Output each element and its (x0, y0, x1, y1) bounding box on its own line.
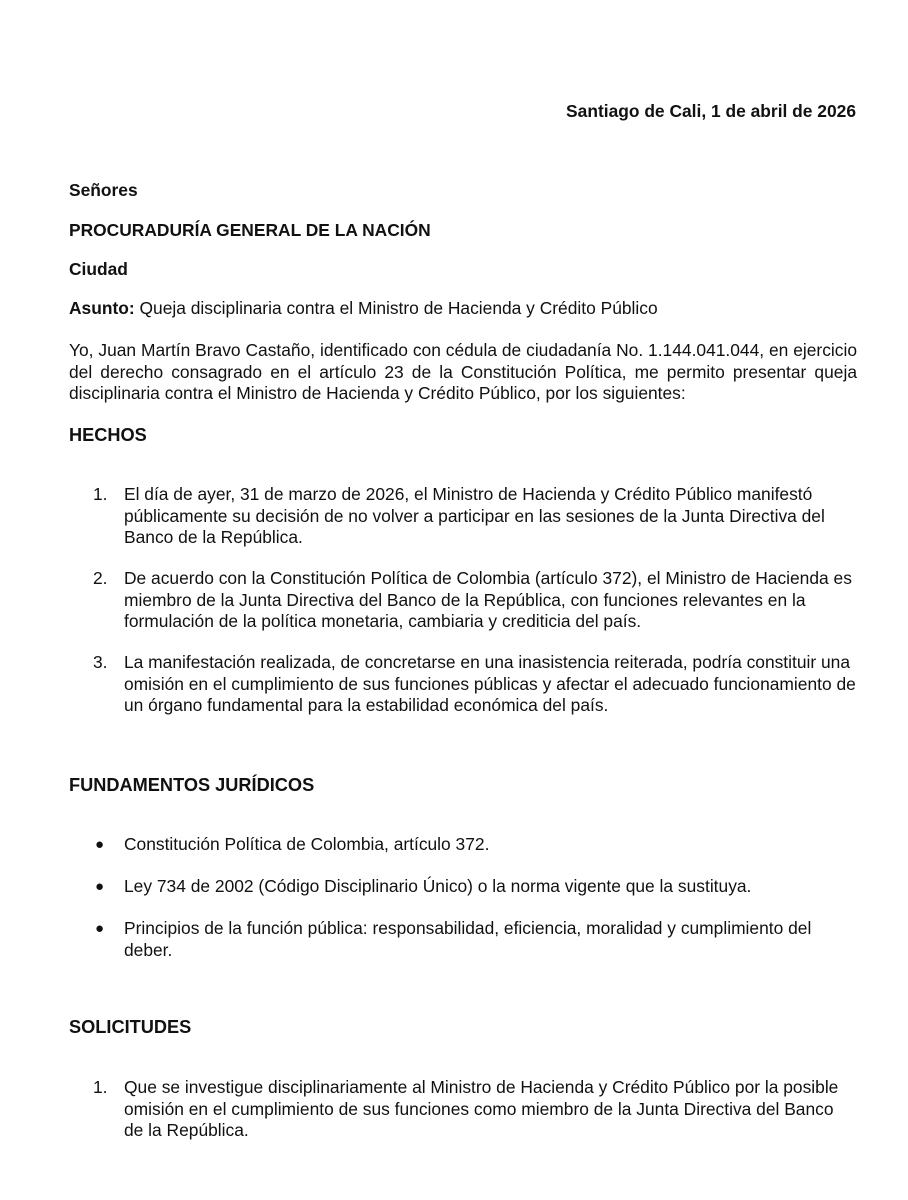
list-number: 3. (93, 652, 108, 672)
list-number: 1. (93, 1077, 108, 1097)
recipient-city: Ciudad (69, 259, 128, 279)
section-title-hechos: HECHOS (69, 425, 147, 445)
list-item-text: Principios de la función pública: responsabilidad, eficiencia, moralidad y cumplimiento del deber. (124, 918, 812, 960)
subject-text: Queja disciplinaria contra el Ministro de Hacienda y Crédito Público (134, 298, 658, 318)
recipient-institution: PROCURADURÍA GENERAL DE LA NACIÓN (69, 220, 431, 240)
list-item-text: Que se investigue disciplinariamente al Ministro de Hacienda y Crédito Público por la posible omisión en el cumplimiento de sus funciones como miembro de la Junta Directiva del Banco de la República. (124, 1077, 839, 1140)
list-item-text: Ley 734 de 2002 (Código Disciplinario Único) o la norma vigente que la sustituya. (124, 876, 752, 896)
subject-label: Asunto: (69, 298, 135, 318)
letter-date: Santiago de Cali, 1 de abril de 2026 (566, 101, 856, 121)
list-number: 1. (93, 484, 108, 504)
bullet-icon: ● (95, 836, 105, 853)
bullet-icon: ● (95, 878, 105, 895)
list-item-text: El día de ayer, 31 de marzo de 2026, el Ministro de Hacienda y Crédito Público manifestó públicamente su decisión de no volver a participar en las sesiones de la Junta Directiva del Banco de la República. (124, 484, 825, 547)
list-item-text: La manifestación realizada, de concretarse en una inasistencia reiterada, podría constituir una omisión en el cumplimiento de sus funciones públicas y afectar el adecuado funcionamiento de un órgano fundamental para la estabilidad económica del país. (124, 652, 856, 715)
subject-line (69, 298, 857, 320)
list-item-text: De acuerdo con la Constitución Política de Colombia (artículo 372), el Ministro de Hacienda es miembro de la Junta Directiva del Banco de la República, con funciones relevantes en la formulación de la política monetaria, cambiaria y crediticia del país. (124, 568, 852, 631)
list-item-text: Constitución Política de Colombia, artículo 372. (124, 834, 490, 854)
bullet-icon: ● (95, 920, 105, 937)
section-title-fundamentos: FUNDAMENTOS JURÍDICOS (69, 775, 315, 795)
list-number: 2. (93, 568, 108, 588)
recipient-salutation: Señores (69, 180, 138, 200)
section-title-solicitudes: SOLICITUDES (69, 1017, 192, 1037)
intro-paragraph: Yo, Juan Martín Bravo Castaño, identificado con cédula de ciudadanía No. 1.144.041.044, en ejercicio del derecho consagrado en el artículo 23 de la Constitución Política, me permito presentar queja disciplinaria contra el Ministro de Hacienda y Crédito Público, por los siguientes: (69, 340, 857, 403)
